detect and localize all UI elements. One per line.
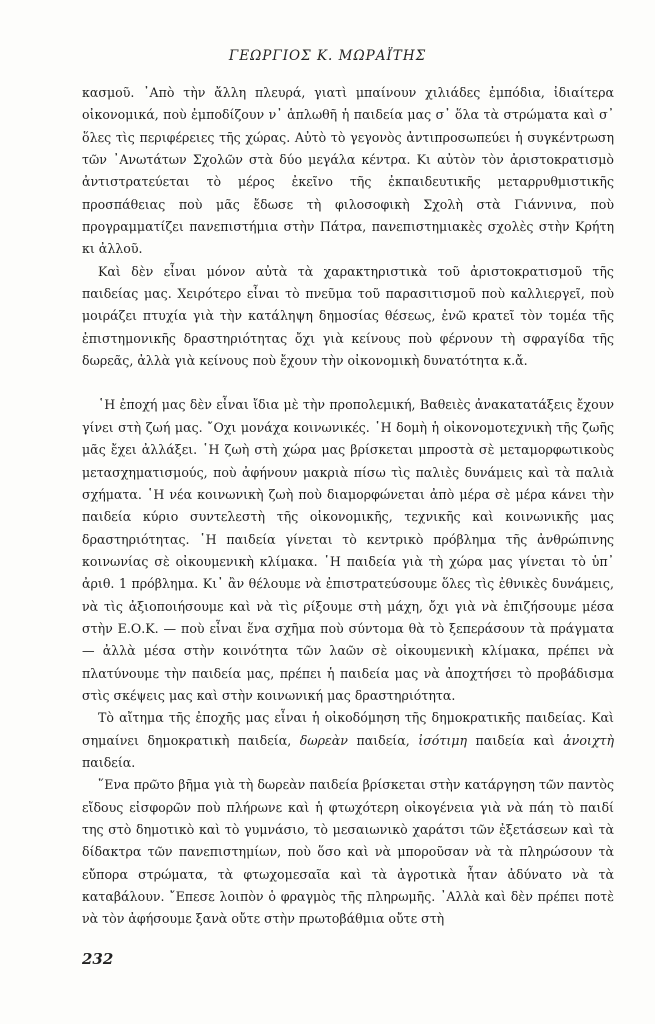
paragraph-3: ῾Η ἐποχή μας δὲν εἶναι ἴδια μὲ τὴν προπολεμική, Βαθειὲς ἀνακατατάξεις ἔχουν γίνει στὴ ζωή μας. ῎Οχι μονάχα κοινωνικές. ῾Η δομὴ ἡ οἰκονομοτεχνικὴ τῆς ζωῆς μᾶς ἔχει ἀλλάξει. ῾Η ζωὴ στὴ χώρα μας βρίσκεται μπροστὰ σὲ μεταμορφωτικοὺς μετασχηματισμούς, ποὺ ἀφήνουν μακριὰ πίσω τὶς παλιὲς δυνάμεις καὶ τὰ παλιὰ σχήματα. ῾Η νέα κοινωνικὴ ζωὴ ποὺ διαμορφώνεται ἀπὸ μέρα σὲ μέρα κάνει τὴν παιδεία κύριο συντελεστὴ τῆς οἰκονομικῆς, τεχνικῆς καὶ κοινωνικῆς μας δραστηριότητας. ῾Η παιδεία γίνεται τὸ κεντρικὸ πρόβλημα τῆς ἀνθρώπινης κοινωνίας σὲ οἰκουμενικὴ κλίμακα. ῾Η παιδεία γιὰ τὴ χώρα μας γίνεται τὸ ὑπ᾽ ἀριθ. 1 πρόβλημα. Κι᾽ ἂν θέλουμε νὰ ἐπιστρατεύσουμε ὅλες τὶς ἐθνικὲς δυνάμεις, νὰ τὶς ἀξιοποιήσουμε καὶ νὰ τὶς ρίξουμε στὴ μάχη, ὄχι γιὰ νὰ ἐπιζήσουμε μέσα στὴν Ε.Ο.Κ. — ποὺ εἶναι ἕνα σχῆμα ποὺ σύντομα θὰ τὸ ξεπεράσουν τὰ πράγματα — ἀλλὰ μέσα στὴν κοινότητα τῶν λαῶν σὲ οἰκουμενικὴ κλίμακα, πρέπει νὰ πλατύνουμε τὴν παιδεία μας, πρέπει ἡ παιδεία μας νὰ ἀποχτήσει τὸ προβάδισμα στὶς σκέψεις μας καὶ στὴν κοινωνική μας δραστηριότητα. <box>82 397 614 703</box>
paragraph-4-part-4: παιδεία. <box>82 754 136 770</box>
running-header: ΓΕΩΡΓΙΟΣ Κ. ΜΩΡΑΪΤΗΣ <box>228 48 427 64</box>
paragraph-4-part-1: Τὸ αἴτημα τῆς ἐποχῆς μας εἶναι ἡ οἰκοδόμηση τῆς δημοκρατικῆς παιδείας. Καὶ σημαίνει δημοκρατικὴ παιδεία, <box>82 710 614 748</box>
paragraph-2: Καὶ δὲν εἶναι μόνον αὐτὰ τὰ χαρακτηριστικὰ τοῦ ἀριστοκρατισμοῦ τῆς παιδείας μας. Χειρότερο εἶναι τὸ πνεῦμα τοῦ παρασιτισμοῦ ποὺ καλλιεργεῖ, ποὺ μοιράζει πτυχία γιὰ τὴν κατάληψη δημοσίας θέσεως, ἐνῶ κρατεῖ τὸν τομέα τῆς ἐπιστημονικῆς δραστηριότητας ὄχι γιὰ κείνους ποὺ φέρνουν τὴ σφραγίδα τῆς δωρεᾶς, ἀλλὰ γιὰ κείνους ποὺ ἔχουν τὴν οἰκονομικὴ δυνατότητα κ.ἄ. <box>82 263 614 369</box>
paragraph-4-emphasis-open: ἀνοιχτὴ <box>563 732 614 748</box>
page-number: 232 <box>82 950 114 968</box>
body-text <box>82 82 614 931</box>
paragraph-4 <box>82 707 614 774</box>
paragraph-1: κασμοῦ. ᾽Απὸ τὴν ἄλλη πλευρά, γιατὶ μπαίνουν χιλιάδες ἐμπόδια, ἰδιαίτερα οἰκονομικά, ποὺ ἐμποδίζουν ν᾽ ἁπλωθῆ ἡ παιδεία μας σ᾽ ὅλα τὰ στρώματα καὶ σ᾽ ὅλες τὶς περιφέρειες τῆς χώρας. Αὐτὸ τὸ γεγονὸς ἀντιπροσωπεύει ἡ συγκέντρωση τῶν ᾽Ανωτάτων Σχολῶν στὰ δύο μεγάλα κέντρα. Κι αὐτὸν τὸν ἀριστοκρατισμὸ ἀντιστρατεύεται τὸ μέρος ἐκεῖνο τῆς ἐκπαιδευτικῆς μεταρρυθμιστικῆς προσπάθειας ποὺ μᾶς ἔδωσε τὴ φιλοσοφικὴ Σχολὴ στὰ Γιάννινα, ποὺ προγραμματίζει πανεπιστήμια στὴν Πάτρα, πανεπιστημιακὲς σχολὲς στὴν Κρήτη κι ἀλλοῦ. <box>82 85 614 257</box>
paragraph-4-part-3: παιδεία καὶ <box>467 732 564 748</box>
paragraph-4-part-2: παιδεία, <box>347 732 419 748</box>
paragraph-5: ῞Ενα πρῶτο βῆμα γιὰ τὴ δωρεὰν παιδεία βρίσκεται στὴν κατάργηση τῶν παντὸς εἴδους εἰσφορῶν ποὺ πλήρωνε καὶ ἡ φτωχότερη οἰκογένεια γιὰ νὰ πάη τὸ παιδί της στὸ δημοτικὸ καὶ τὸ γυμνάσιο, τὸ μεσαιωνικὸ χαράτσι τῶν ἐξετάσεων καὶ τὰ δίδακτρα τῶν πανεπιστημίων, ποὺ ὅσο καὶ νὰ μποροῦσαν νὰ τὰ πληρώσουν τὰ εὔπορα στρώματα, τὰ φτωχομεσαῖα καὶ τὰ ἀγροτικὰ ἦταν ἀδύνατο νὰ τὰ καταβάλουν. ῎Επεσε λοιπὸν ὁ φραγμὸς τῆς πληρωμῆς. ᾽Αλλὰ καὶ δὲν πρέπει ποτὲ νὰ τὸν ἀφήσουμε ξανὰ οὔτε στὴν πρωτοβάθμια οὔτε στὴ <box>82 777 614 927</box>
paragraph-4-emphasis-free: δωρεὰν <box>299 732 348 748</box>
paragraph-4-emphasis-equal: ἰσότιμη <box>418 732 468 748</box>
